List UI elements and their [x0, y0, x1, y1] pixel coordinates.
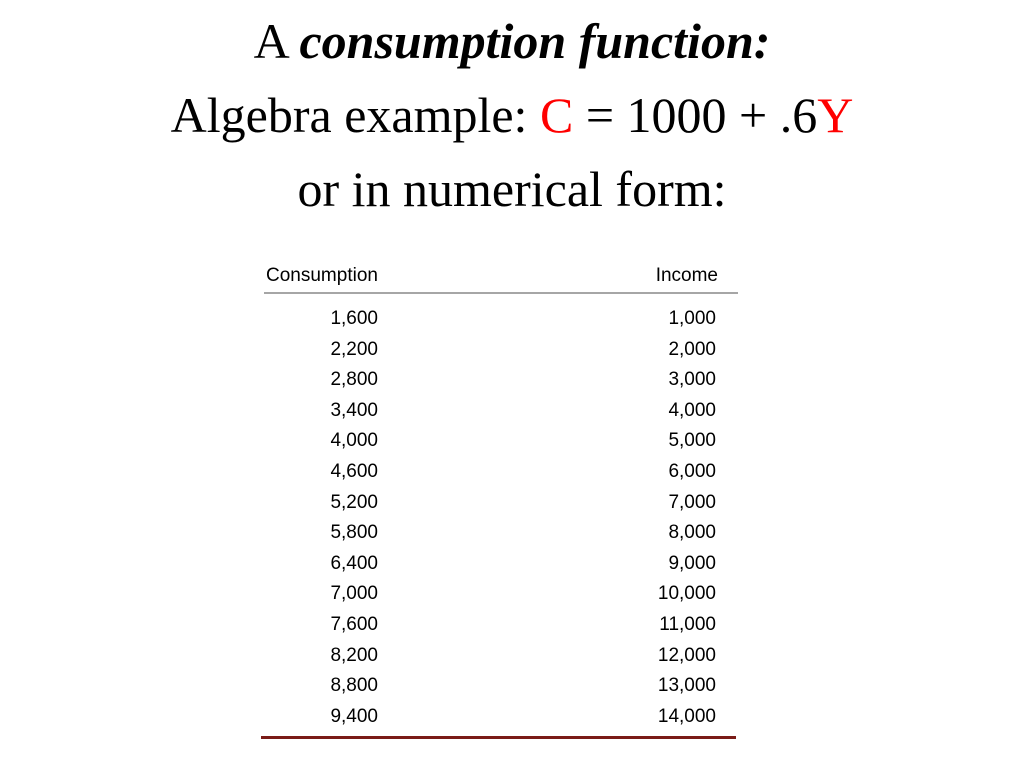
table-header [264, 262, 738, 294]
income-cell: 13,000 [657, 675, 716, 697]
title-line-1 [0, 4, 1024, 78]
table-row [264, 641, 738, 672]
table-row [264, 549, 738, 580]
income-cell: 8,000 [668, 522, 716, 544]
consumption-cell: 6,400 [330, 552, 378, 574]
table-row [264, 702, 738, 733]
table-row [264, 488, 738, 519]
title-line-3: or in numerical form: [297, 161, 727, 217]
table-row [264, 365, 738, 396]
income-cell: 1,000 [668, 308, 716, 329]
equation-middle: = 1000 + .6 [585, 87, 818, 143]
income-cell: 11,000 [659, 613, 716, 635]
income-cell: 4,000 [668, 399, 716, 421]
table-row [264, 396, 738, 427]
table-row [264, 304, 738, 335]
table-body [264, 294, 738, 732]
income-cell: 3,000 [668, 369, 716, 391]
equation-variable-c: C [539, 87, 574, 143]
consumption-cell: 8,200 [330, 644, 378, 666]
consumption-cell: 2,800 [330, 369, 378, 391]
income-cell: 2,000 [668, 338, 716, 360]
consumption-cell: 9,400 [330, 705, 378, 727]
table-row [264, 426, 738, 457]
consumption-cell: 3,400 [330, 399, 378, 421]
consumption-cell: 4,000 [330, 430, 378, 452]
title-line-2 [0, 78, 1024, 152]
consumption-cell: 5,800 [330, 522, 378, 544]
header-income: Income [655, 265, 718, 286]
consumption-cell: 1,600 [330, 308, 378, 329]
title-emphasis: consumption function: [299, 13, 771, 69]
table-bottom-rule [261, 736, 736, 739]
income-cell: 7,000 [668, 491, 716, 513]
consumption-cell: 7,600 [330, 613, 378, 635]
title-prefix: A [253, 13, 287, 69]
table-row [264, 335, 738, 366]
income-cell: 9,000 [668, 552, 716, 574]
table-row [264, 579, 738, 610]
consumption-income-table [264, 262, 738, 732]
table-row [264, 671, 738, 702]
income-cell: 6,000 [668, 460, 716, 482]
table-row [264, 610, 738, 641]
income-cell: 12,000 [657, 644, 716, 666]
income-cell: 5,000 [668, 430, 716, 452]
consumption-cell: 5,200 [330, 491, 378, 513]
consumption-cell: 7,000 [330, 583, 378, 605]
slide-title [0, 4, 1024, 226]
table-row [264, 518, 738, 549]
table-row [264, 457, 738, 488]
header-consumption: Consumption [266, 265, 378, 286]
consumption-cell: 2,200 [330, 338, 378, 360]
income-cell: 14,000 [657, 705, 716, 727]
equation-variable-y: Y [817, 87, 854, 143]
income-cell: 10,000 [657, 583, 716, 605]
consumption-cell: 4,600 [330, 460, 378, 482]
equation-prefix: Algebra example: [170, 87, 528, 143]
consumption-cell: 8,800 [330, 675, 378, 697]
